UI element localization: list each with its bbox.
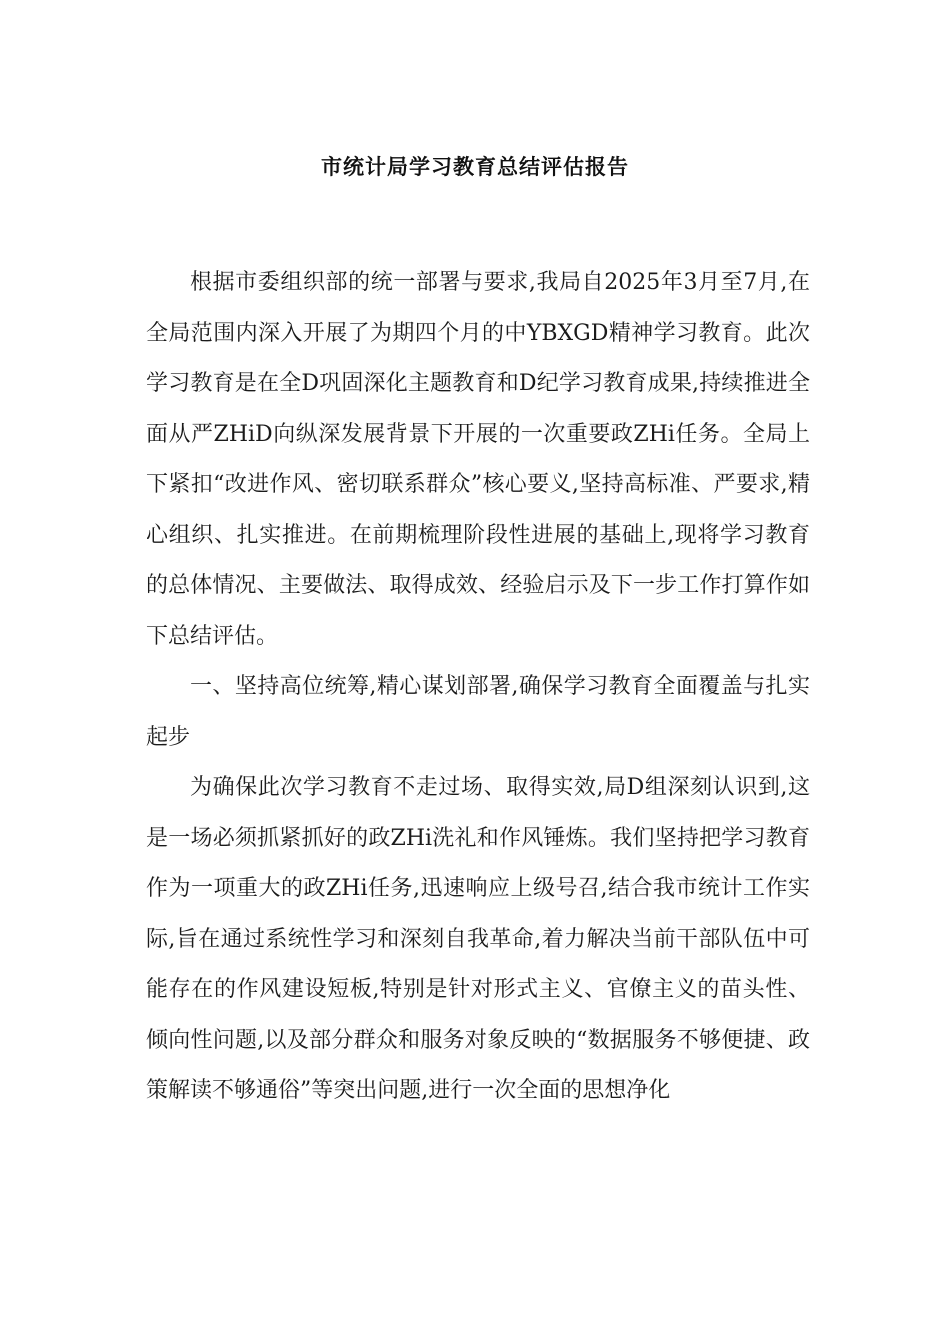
section-heading-1: 一、坚持高位统筹,精心谋划部署,确保学习教育全面覆盖与扎实起步 (146, 674, 810, 750)
document-title: 市统计局学习教育总结评估报告 (321, 155, 629, 179)
document-body (146, 258, 810, 1117)
paragraph-intro: 根据市委组织部的统一部署与要求,我局自2025年3月至7月,在全局范围内深入开展了为期四个月的中YBXGD精神学习教育。此次学习教育是在全D巩固深化主题教育和D纪学习教育成果,持续推进全面从严ZHiD向纵深发展背景下开展的一次重要政ZHi任务。全局上下紧扣“改进作风、密切联系群众”核心要义,坚持高标准、严要求,精心组织、扎实推进。在前期梳理阶段性进展的基础上,现将学习教育的总体情况、主要做法、取得成效、经验启示及下一步工作打算作如下总结评估。 (146, 270, 810, 649)
paragraph-section-1: 为确保此次学习教育不走过场、取得实效,局D组深刻认识到,这是一场必须抓紧抓好的政ZHi洗礼和作风锤炼。我们坚持把学习教育作为一项重大的政ZHi任务,迅速响应上级号召,结合我市统计工作实际,旨在通过系统性学习和深刻自我革命,着力解决当前干部队伍中可能存在的作风建设短板,特别是针对形式主义、官僚主义的苗头性、倾向性问题,以及部分群众和服务对象反映的“数据服务不够便捷、政策解读不够通俗”等突出问题,进行一次全面的思想净化 (146, 775, 810, 1103)
